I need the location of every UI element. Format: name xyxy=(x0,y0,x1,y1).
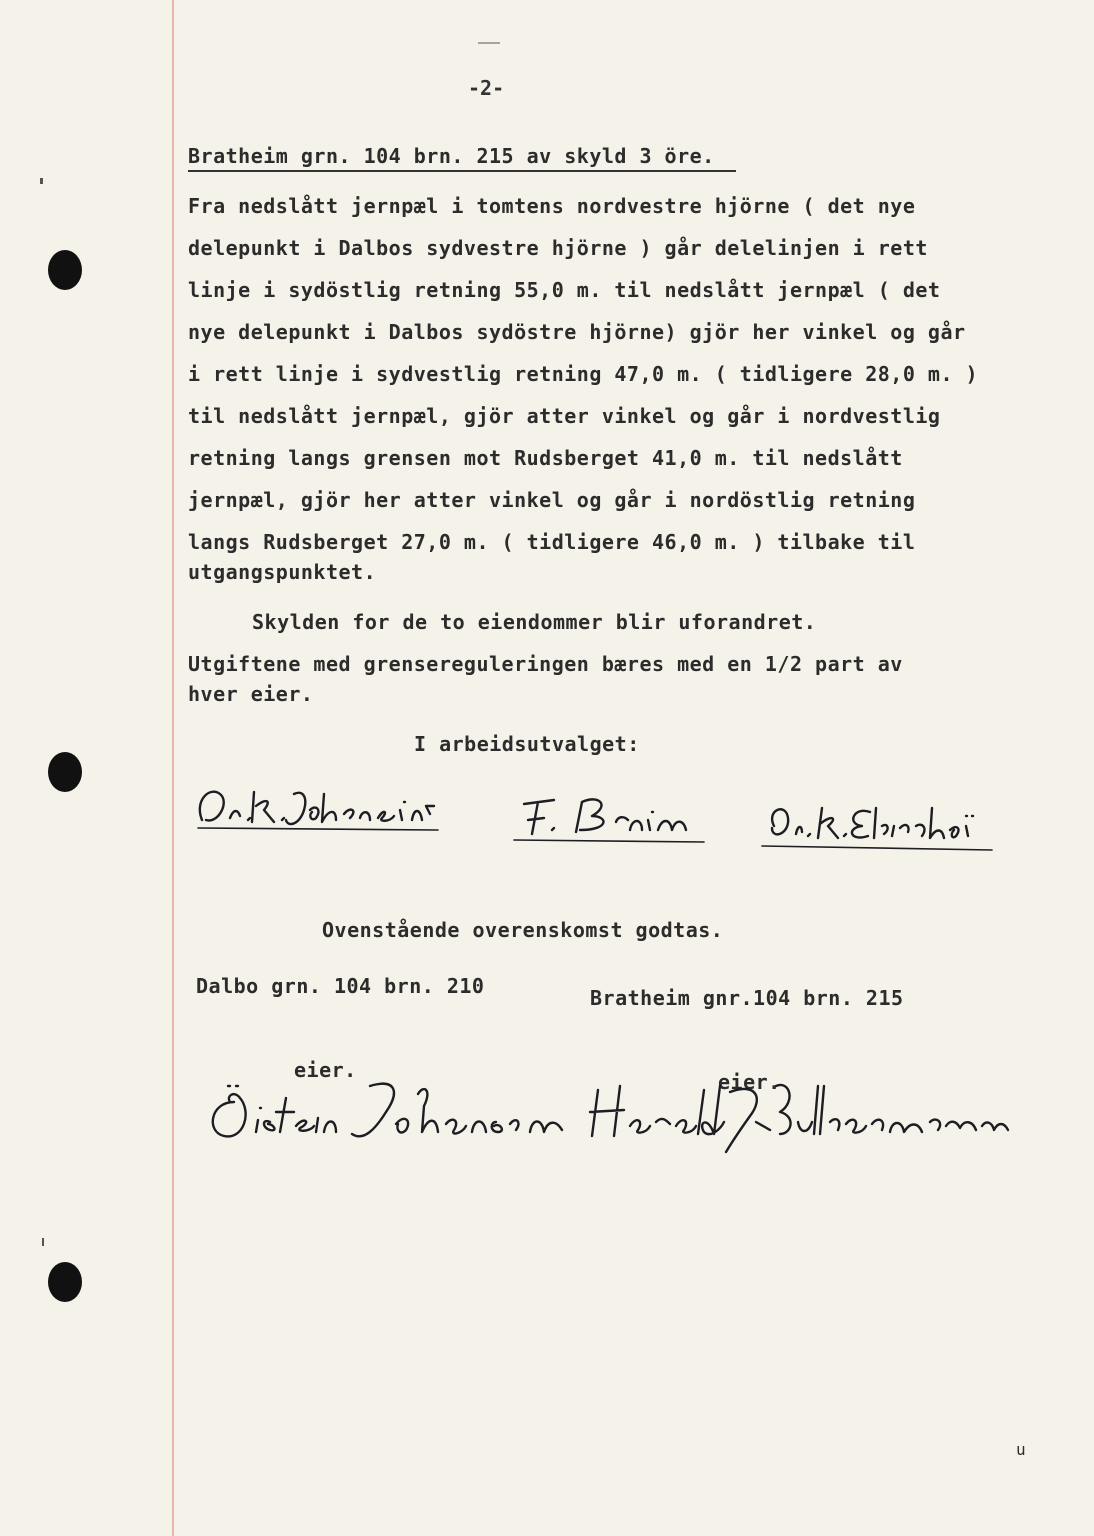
signature-owner-left xyxy=(200,1072,580,1162)
text-line: Fra nedslått jernpæl i tomtens nordvestre hjörne ( det nye xyxy=(188,194,916,218)
corner-mark: u xyxy=(1016,1440,1027,1459)
signature-owner-right xyxy=(580,1072,1020,1162)
top-mark xyxy=(478,42,500,44)
margin-mark xyxy=(40,178,43,184)
owner-label-right: eier. xyxy=(718,1070,781,1094)
text-line: til nedslått jernpæl, gjör atter vinkel og går i nordvestlig xyxy=(188,404,941,428)
punch-hole-middle xyxy=(48,752,82,792)
text-line: utgangspunktet. xyxy=(188,560,377,584)
text-line: jernpæl, gjör her atter vinkel og går i nordöstlig retning xyxy=(188,488,916,512)
page-number: -2- xyxy=(468,76,505,100)
heading: Bratheim grn. 104 brn. 215 av skyld 3 öre. xyxy=(188,144,715,168)
text-line: delepunkt i Dalbos sydvestre hjörne ) går delelinjen i rett xyxy=(188,236,928,260)
party-right: Bratheim gnr.104 brn. 215 xyxy=(590,986,904,1010)
text-line: hver eier. xyxy=(188,682,314,706)
punch-hole-top xyxy=(48,250,82,290)
text-line: langs Rudsberget 27,0 m. ( tidligere 46,0 m. ) tilbake til xyxy=(188,530,916,554)
committee-label: I arbeidsutvalget: xyxy=(414,732,640,756)
text-line: Utgiftene med grensereguleringen bæres med en 1/2 part av xyxy=(188,652,903,676)
signature-committee-1 xyxy=(190,780,450,840)
margin-mark xyxy=(42,1238,44,1246)
text-line: nye delepunkt i Dalbos sydöstre hjörne) gjör her vinkel og går xyxy=(188,320,966,344)
owner-label-left: eier. xyxy=(294,1058,357,1082)
heading-underline xyxy=(188,170,736,172)
approval-line: Ovenstående overenskomst godtas. xyxy=(322,918,724,942)
punch-hole-bottom xyxy=(48,1262,82,1302)
signature-committee-2 xyxy=(510,790,710,850)
margin-line xyxy=(172,0,174,1536)
text-line: retning langs grensen mot Rudsberget 41,0 m. til nedslått xyxy=(188,446,903,470)
party-left: Dalbo grn. 104 brn. 210 xyxy=(196,974,485,998)
text-line: i rett linje i sydvestlig retning 47,0 m. ( tidligere 28,0 m. ) xyxy=(188,362,979,386)
text-line: Skylden for de to eiendommer blir uforandret. xyxy=(252,610,817,634)
signature-committee-3 xyxy=(760,796,1000,856)
text-line: linje i sydöstlig retning 55,0 m. til nedslått jernpæl ( det xyxy=(188,278,941,302)
